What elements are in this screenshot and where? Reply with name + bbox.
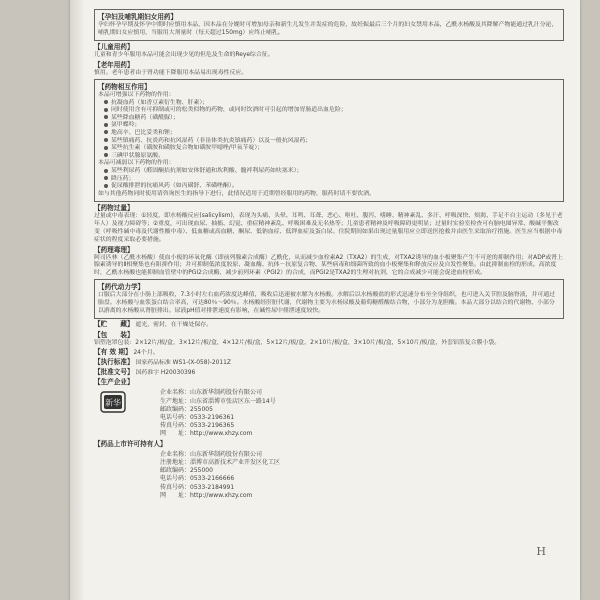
section-title: 【生产企业】 [94, 378, 134, 387]
section-title: 【老年用药】 [94, 60, 134, 69]
svg-text:新华: 新华 [105, 398, 121, 408]
section-text: 遮光，密封，在干燥处保存。 [135, 321, 213, 328]
section-text: 孕妇怀孕早期及怀孕中期时应慎用本品，因本品在分娩时可增加母亲和新生儿发生并发症的危险，故妊娠最后三个月的妇女禁用本品，乙酰水杨酸及其降解产物能通过乳汁分泌，哺乳期妇女应慎用，当服用大剂量时（每天超过150mg）应终止哺乳。 [98, 22, 558, 36]
section-title: 【药物相互作用】 [98, 82, 151, 91]
leaflet-paper [70, 0, 580, 600]
interaction-text: 某些镇痛药、抗炎药和抗风湿药（非甾体类抗炎镇痛药）以及一般抗风湿药； [111, 137, 312, 144]
holder-line: 邮政编码：255000 [160, 467, 213, 475]
section-title: 【儿童用药】 [94, 42, 134, 51]
section-standard [94, 358, 564, 368]
manufacturer-line: 生产地址：山东省淄博市张店区东一路14号 [160, 397, 276, 405]
interaction-text: 抗凝血药（如香豆素衍生物、肝素）； [111, 99, 209, 106]
section-validity [94, 348, 564, 358]
section-pharmacokinetics [94, 279, 564, 319]
bullet-icon [104, 138, 108, 142]
bullet-icon [104, 176, 108, 180]
section-title: 【药品上市许可持有人】 [94, 439, 167, 448]
interaction-item [98, 138, 560, 146]
section-holder [94, 439, 564, 500]
section-overdose [94, 203, 564, 245]
manufacturer-line: 传真号码：0533-2196365 [160, 422, 235, 430]
interaction-item [98, 115, 560, 123]
manufacturer-line: 网 址：http://www.xhzy.com [160, 430, 253, 438]
holder-block [94, 451, 564, 500]
interaction-text: 同时使用含有可抑制或可的松类似物的药物，或同时饮酒时可引起的增加胃肠道出血危险； [111, 107, 347, 114]
paper-fold-edge [70, 0, 84, 600]
bullet-icon [104, 123, 108, 127]
interaction-item [98, 183, 560, 191]
section-title: 【包 装】 [94, 330, 134, 339]
section-interactions [94, 79, 564, 202]
section-pregnancy [94, 9, 564, 41]
leaflet-content [94, 8, 564, 500]
interaction-text: 氨甲蝶呤； [111, 122, 141, 129]
section-pharmacology [94, 245, 564, 279]
bullet-icon [104, 184, 108, 188]
holder-line: 传真号码：0533-2184991 [160, 483, 235, 491]
interaction-text: 地高辛、巴比妥类和锂； [111, 129, 176, 136]
section-text: 国家药品标准 WS1-(X-058)-2011Z [135, 359, 231, 366]
bullet-icon [104, 115, 108, 119]
section-elderly [94, 60, 564, 78]
interaction-text: 促尿酸排泄的抗痛风药（如丙磺舒、苯磺唑酮）。 [111, 183, 238, 190]
interaction-text: 三碘甲状腺原氨酸。 [111, 152, 165, 159]
interactions-intro: 本品可增强以下药物的作用： [98, 91, 175, 98]
bullet-icon [104, 130, 108, 134]
holder-line: 企业名称：山东新华制药股份有限公司 [160, 450, 263, 458]
section-title: 【贮 藏】 [94, 319, 134, 328]
interaction-item [98, 122, 560, 130]
company-logo-icon [100, 391, 126, 413]
section-text: 过量或中毒表现：①轻度，即水杨酸反应(salicylism)，表现为头痛、头晕、耳鸣、耳聋、恶心、呕吐、腹泻、嗜睡、精神紊乱、多汗、呼吸深快、烦渴、手足不自主运动（多见于老年人）及视力障碍等；②重度，可出现血尿、抽搐、幻觉、重症精神紊乱、呼吸困难及无名热等；儿童患者精神及呼吸障碍更明显；过量时实验室检查可有脑电图异常、酸碱平衡改变（呼吸性碱中毒及代谢性酸中毒）、低血糖或高血糖、酮尿、低钠血症、低钾血症及蛋白尿。住院期间如果出现过量服用应立即送医抢救并由医生采取治疗措施。医生应当根据中毒症状的程度采取必要措施。 [94, 212, 563, 243]
section-packaging [94, 330, 564, 348]
bullet-icon [104, 108, 108, 112]
manufacturer-line: 电话号码：0533-2196361 [160, 414, 235, 422]
interaction-item [98, 100, 560, 108]
interaction-item [98, 130, 560, 138]
section-title: 【执行标准】 [94, 357, 134, 366]
side-mark: H [536, 545, 546, 558]
interaction-item [98, 168, 560, 176]
section-text: 慎用。老年患者由于肾功能下降服用本品易出现毒性反应。 [94, 69, 248, 76]
interaction-item [98, 107, 560, 115]
section-text: 儿童和青少年服用本品可能会出现少见的但危及生命的Reye综合征。 [94, 51, 274, 58]
interaction-text: 某些抗生素（磺胺和磺胺复合物如磺胺甲噁唑/甲氧苄啶）； [111, 145, 264, 152]
section-title: 【孕妇及哺乳期妇女用药】 [98, 13, 178, 21]
section-title: 【药代动力学】 [98, 283, 145, 292]
manufacturer-line: 邮政编码：255005 [160, 405, 213, 413]
interaction-text: 某些利尿药（醛固酮拮抗剂如安体舒通和坎利酸、髓袢利尿药如呋塞米）； [111, 168, 303, 175]
interactions-note: 如与其他药物同时使用请咨询医生的指导下进行，此情况适用于近期曾经服用的药物，服药时请不要饮酒。 [98, 190, 375, 197]
holder-line: 网 址：http://www.xhzy.com [160, 491, 253, 499]
section-title: 【有 效 期】 [94, 347, 132, 356]
section-title: 【批准文号】 [94, 367, 134, 376]
section-text: 国药准字 H20030396 [135, 369, 196, 376]
manufacturer-line: 企业名称：山东新华制药股份有限公司 [160, 389, 263, 397]
section-title: 【药理毒理】 [94, 245, 134, 254]
interaction-item [98, 145, 560, 153]
holder-line: 注册地址：淄博市高新技术产业开发区化工区 [160, 458, 281, 466]
section-title: 【药物过量】 [94, 203, 134, 212]
section-text: 阿司匹林（乙酰水杨酸）使血小板的环氧化酶（即前列腺素合成酶）乙酰化，从而减少血栓素A2（TXA2）的生成，对TXA2诱导的血小板聚集产生不可逆的抑制作用；对ADP或肾上腺素诱导的Ⅱ相聚集也有阻抑作用；并可抑制低浓度胶原、凝血酶、抗体－抗原复合物、某些病毒和细菌所致的血小板聚集和释放反应及自发性聚集。由此抑制血栓的形成。高浓度时，乙酰水杨酸也能抑制血管壁中的PGI2合成酶，减少前列环素（PGI2）的合成，而PGI2是TXA2的生理对抗剂，它的合成减少可能会促进血栓形成。 [94, 254, 563, 277]
section-text: 铝塑泡罩包装：2×12片/板/盒，3×12片/板/盒，4×12片/板/盒，5×12片/板/盒，2×10片/板/盒，3×10片/板/盒，5×10片/板/盒，外套铝箔复合膜小袋。 [94, 339, 501, 346]
bullet-icon [104, 146, 108, 150]
bullet-icon [104, 153, 108, 157]
section-approval [94, 368, 564, 378]
holder-line: 电话号码：0533-2166666 [160, 475, 235, 483]
section-children [94, 42, 564, 60]
section-text: 24个月。 [133, 349, 159, 356]
interaction-text: 某些降血糖药（磺酰脲）； [111, 114, 179, 121]
bullet-icon [104, 100, 108, 104]
section-storage [94, 320, 564, 330]
section-text: 口服后大部分在小肠上部吸收，7.3小时左右血药浓度达峰值，吸收后迅速被水解为水杨酸。水解后以水杨酸盐的形式迅速分布至全身组织，也可进入关节腔及脑脊液，并可通过胎盘。水杨酸与血浆蛋白结合率高，可达80％～90％。水杨酸经肝脏代谢，代谢物主要为水杨尿酸及葡萄糖醛酸结合物，小部分为龙胆酸。本品大部分以结合的代谢物、小部分以游离的水杨酸从肾脏排出。尿液pH值对排泄速度有影响，在碱性尿中排泄速度较快。 [98, 292, 556, 315]
bullet-icon [104, 169, 108, 173]
section-manufacturer [94, 377, 564, 438]
interactions-reduce-intro: 本品可减弱以下药物的作用： [98, 160, 175, 167]
manufacturer-block [94, 389, 564, 438]
interaction-text: 降压药； [111, 175, 135, 182]
